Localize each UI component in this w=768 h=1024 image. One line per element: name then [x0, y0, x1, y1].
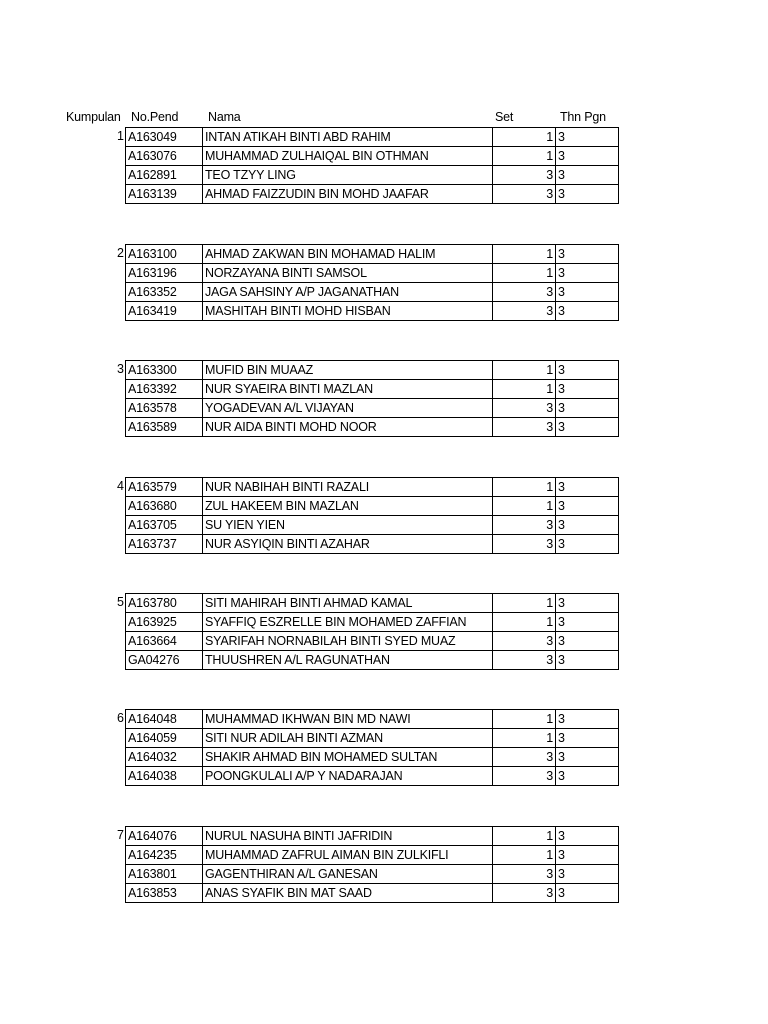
cell-thn-pgn: 3 — [556, 264, 619, 283]
table-row — [126, 128, 619, 147]
cell-set: 3 — [493, 166, 556, 185]
cell-thn-pgn: 3 — [556, 613, 619, 632]
cell-thn-pgn: 3 — [556, 185, 619, 204]
cell-no-pend: A163352 — [126, 283, 203, 302]
cell-nama: POONGKULALI A/P Y NADARAJAN — [203, 767, 493, 786]
table-row — [126, 185, 619, 204]
cell-no-pend: A163049 — [126, 128, 203, 147]
group-block — [0, 477, 768, 555]
header-nama: Nama — [208, 110, 241, 124]
cell-thn-pgn: 3 — [556, 380, 619, 399]
group-table — [125, 709, 619, 786]
cell-nama: INTAN ATIKAH BINTI ABD RAHIM — [203, 128, 493, 147]
cell-thn-pgn: 3 — [556, 361, 619, 380]
table-row — [126, 884, 619, 903]
header-thn-pgn: Thn Pgn — [560, 110, 606, 124]
cell-set: 3 — [493, 632, 556, 651]
table-row — [126, 264, 619, 283]
table-row — [126, 632, 619, 651]
group-table — [125, 127, 619, 204]
group-block — [0, 244, 768, 322]
group-number: 5 — [117, 595, 124, 609]
cell-no-pend: A163076 — [126, 147, 203, 166]
cell-nama: MUHAMMAD ZAFRUL AIMAN BIN ZULKIFLI — [203, 846, 493, 865]
cell-set: 3 — [493, 418, 556, 437]
cell-no-pend: A163196 — [126, 264, 203, 283]
cell-set: 1 — [493, 497, 556, 516]
cell-nama: SITI NUR ADILAH BINTI AZMAN — [203, 729, 493, 748]
cell-nama: SYAFFIQ ESZRELLE BIN MOHAMED ZAFFIAN — [203, 613, 493, 632]
cell-no-pend: A164235 — [126, 846, 203, 865]
table-row — [126, 865, 619, 884]
cell-thn-pgn: 3 — [556, 729, 619, 748]
table-row — [126, 147, 619, 166]
cell-thn-pgn: 3 — [556, 846, 619, 865]
cell-nama: SYARIFAH NORNABILAH BINTI SYED MUAZ — [203, 632, 493, 651]
cell-thn-pgn: 3 — [556, 399, 619, 418]
cell-nama: MUHAMMAD ZULHAIQAL BIN OTHMAN — [203, 147, 493, 166]
cell-nama: NUR NABIHAH BINTI RAZALI — [203, 478, 493, 497]
group-block — [0, 360, 768, 438]
header-kumpulan: Kumpulan — [66, 110, 121, 124]
cell-set: 1 — [493, 128, 556, 147]
cell-nama: NURUL NASUHA BINTI JAFRIDIN — [203, 827, 493, 846]
cell-thn-pgn: 3 — [556, 767, 619, 786]
table-row — [126, 613, 619, 632]
cell-no-pend: A162891 — [126, 166, 203, 185]
cell-nama: NUR SYAEIRA BINTI MAZLAN — [203, 380, 493, 399]
cell-set: 1 — [493, 729, 556, 748]
cell-no-pend: A164048 — [126, 710, 203, 729]
cell-thn-pgn: 3 — [556, 632, 619, 651]
cell-nama: THUUSHREN A/L RAGUNATHAN — [203, 651, 493, 670]
table-row — [126, 418, 619, 437]
cell-nama: MASHITAH BINTI MOHD HISBAN — [203, 302, 493, 321]
cell-no-pend: A163853 — [126, 884, 203, 903]
cell-no-pend: A163578 — [126, 399, 203, 418]
table-row — [126, 361, 619, 380]
table-row — [126, 651, 619, 670]
header-set: Set — [495, 110, 514, 124]
cell-nama: SU YIEN YIEN — [203, 516, 493, 535]
table-row — [126, 283, 619, 302]
table-row — [126, 245, 619, 264]
cell-no-pend: A163801 — [126, 865, 203, 884]
cell-no-pend: A164038 — [126, 767, 203, 786]
cell-set: 3 — [493, 535, 556, 554]
cell-no-pend: A163579 — [126, 478, 203, 497]
cell-thn-pgn: 3 — [556, 478, 619, 497]
cell-set: 3 — [493, 283, 556, 302]
cell-nama: GAGENTHIRAN A/L GANESAN — [203, 865, 493, 884]
cell-thn-pgn: 3 — [556, 497, 619, 516]
cell-thn-pgn: 3 — [556, 283, 619, 302]
cell-set: 1 — [493, 264, 556, 283]
cell-no-pend: A163680 — [126, 497, 203, 516]
cell-thn-pgn: 3 — [556, 245, 619, 264]
table-row — [126, 478, 619, 497]
group-number: 4 — [117, 479, 124, 493]
cell-set: 3 — [493, 767, 556, 786]
cell-thn-pgn: 3 — [556, 884, 619, 903]
group-block — [0, 709, 768, 787]
cell-nama: YOGADEVAN A/L VIJAYAN — [203, 399, 493, 418]
cell-nama: JAGA SAHSINY A/P JAGANATHAN — [203, 283, 493, 302]
cell-thn-pgn: 3 — [556, 865, 619, 884]
cell-nama: ZUL HAKEEM BIN MAZLAN — [203, 497, 493, 516]
cell-set: 3 — [493, 185, 556, 204]
cell-nama: NORZAYANA BINTI SAMSOL — [203, 264, 493, 283]
cell-nama: AHMAD ZAKWAN BIN MOHAMAD HALIM — [203, 245, 493, 264]
table-row — [126, 748, 619, 767]
group-table — [125, 244, 619, 321]
table-row — [126, 399, 619, 418]
group-table — [125, 360, 619, 437]
cell-no-pend: A163589 — [126, 418, 203, 437]
cell-nama: MUFID BIN MUAAZ — [203, 361, 493, 380]
group-table — [125, 477, 619, 554]
table-row — [126, 767, 619, 786]
cell-no-pend: A163780 — [126, 594, 203, 613]
cell-no-pend: A163392 — [126, 380, 203, 399]
group-block — [0, 826, 768, 904]
cell-set: 1 — [493, 710, 556, 729]
table-row — [126, 302, 619, 321]
cell-no-pend: A163139 — [126, 185, 203, 204]
cell-set: 3 — [493, 399, 556, 418]
cell-thn-pgn: 3 — [556, 302, 619, 321]
table-row — [126, 166, 619, 185]
table-row — [126, 710, 619, 729]
cell-nama: AHMAD FAIZZUDIN BIN MOHD JAAFAR — [203, 185, 493, 204]
table-row — [126, 846, 619, 865]
cell-thn-pgn: 3 — [556, 128, 619, 147]
table-row — [126, 729, 619, 748]
cell-set: 1 — [493, 594, 556, 613]
table-row — [126, 380, 619, 399]
table-row — [126, 594, 619, 613]
cell-nama: TEO TZYY LING — [203, 166, 493, 185]
cell-set: 1 — [493, 478, 556, 497]
cell-thn-pgn: 3 — [556, 147, 619, 166]
cell-thn-pgn: 3 — [556, 710, 619, 729]
cell-no-pend: GA04276 — [126, 651, 203, 670]
group-number: 6 — [117, 711, 124, 725]
cell-thn-pgn: 3 — [556, 418, 619, 437]
cell-no-pend: A164076 — [126, 827, 203, 846]
cell-thn-pgn: 3 — [556, 535, 619, 554]
cell-no-pend: A163300 — [126, 361, 203, 380]
cell-set: 3 — [493, 748, 556, 767]
cell-set: 3 — [493, 302, 556, 321]
cell-thn-pgn: 3 — [556, 516, 619, 535]
cell-no-pend: A163737 — [126, 535, 203, 554]
cell-no-pend: A164059 — [126, 729, 203, 748]
group-number: 3 — [117, 362, 124, 376]
cell-no-pend: A163705 — [126, 516, 203, 535]
cell-no-pend: A163419 — [126, 302, 203, 321]
cell-no-pend: A164032 — [126, 748, 203, 767]
group-number: 7 — [117, 828, 124, 842]
cell-set: 1 — [493, 245, 556, 264]
table-row — [126, 497, 619, 516]
table-row — [126, 516, 619, 535]
cell-thn-pgn: 3 — [556, 748, 619, 767]
group-number: 1 — [117, 129, 124, 143]
table-row — [126, 827, 619, 846]
cell-nama: SITI MAHIRAH BINTI AHMAD KAMAL — [203, 594, 493, 613]
group-table — [125, 593, 619, 670]
cell-thn-pgn: 3 — [556, 651, 619, 670]
cell-set: 3 — [493, 651, 556, 670]
cell-thn-pgn: 3 — [556, 827, 619, 846]
cell-set: 1 — [493, 846, 556, 865]
group-block — [0, 127, 768, 205]
cell-thn-pgn: 3 — [556, 594, 619, 613]
cell-set: 1 — [493, 827, 556, 846]
cell-set: 1 — [493, 613, 556, 632]
group-number: 2 — [117, 246, 124, 260]
cell-no-pend: A163664 — [126, 632, 203, 651]
cell-set: 1 — [493, 147, 556, 166]
cell-set: 3 — [493, 865, 556, 884]
cell-nama: MUHAMMAD IKHWAN BIN MD NAWI — [203, 710, 493, 729]
table-row — [126, 535, 619, 554]
cell-set: 1 — [493, 361, 556, 380]
cell-nama: NUR ASYIQIN BINTI AZAHAR — [203, 535, 493, 554]
cell-nama: ANAS SYAFIK BIN MAT SAAD — [203, 884, 493, 903]
group-block — [0, 593, 768, 671]
header-no-pend: No.Pend — [131, 110, 179, 124]
cell-nama: NUR AIDA BINTI MOHD NOOR — [203, 418, 493, 437]
cell-set: 3 — [493, 884, 556, 903]
cell-no-pend: A163925 — [126, 613, 203, 632]
cell-set: 3 — [493, 516, 556, 535]
cell-nama: SHAKIR AHMAD BIN MOHAMED SULTAN — [203, 748, 493, 767]
cell-no-pend: A163100 — [126, 245, 203, 264]
group-table — [125, 826, 619, 903]
cell-set: 1 — [493, 380, 556, 399]
cell-thn-pgn: 3 — [556, 166, 619, 185]
